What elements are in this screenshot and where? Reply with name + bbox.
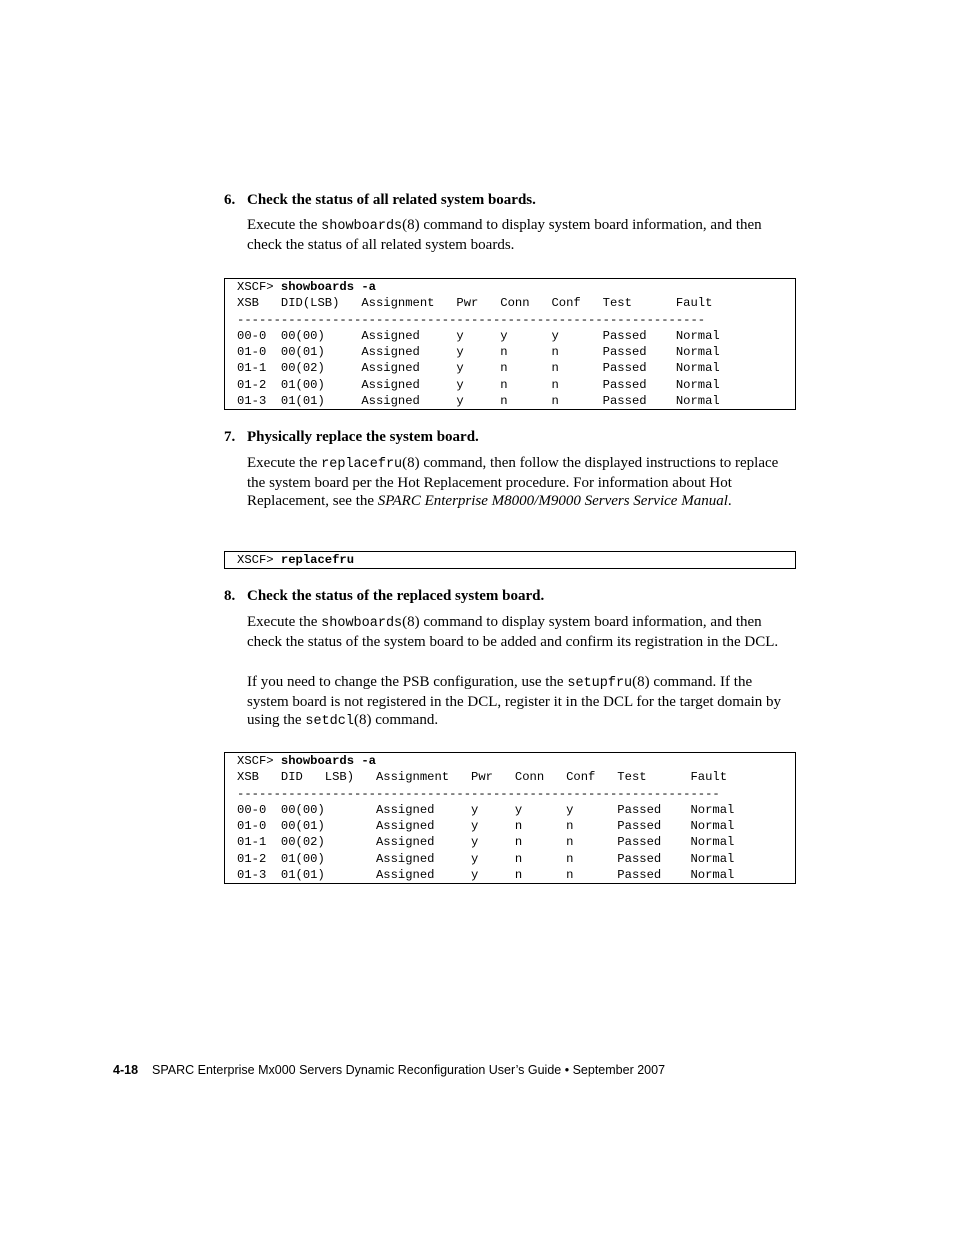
code-row: 00-0 00(00) Assigned y y y Passed Normal [237,328,720,343]
prompt: XSCF> [237,280,281,294]
manual-title: SPARC Enterprise M8000/M9000 Servers Service Manual [377,493,728,509]
code-block-showboards-1 [224,278,796,410]
command: replacefru [280,553,355,567]
command-name: showboards [321,219,403,234]
code-header: XSB DID LSB) Assignment Pwr Conn Conf Test Fault [237,770,728,785]
code-row: 01-3 01(01) Assigned y n n Passed Normal [237,394,720,409]
step-8-heading [224,588,544,605]
code-prompt-line [225,753,795,769]
text: Execute the [247,455,322,471]
step-title: Check the status of the replaced system board. [247,588,545,604]
document-title: SPARC Enterprise Mx000 Servers Dynamic Reconfiguration User’s Guide [152,1063,562,1077]
text: If you need to change the PSB configuration, use the [247,674,568,690]
command-name: setupfru [567,676,633,691]
code-block-showboards-2 [224,752,796,884]
page-footer [113,1063,665,1077]
step-title: Check the status of all related system boards. [247,192,536,208]
code-block-replacefru [224,551,796,569]
code-row: 00-0 00(00) Assigned y y y Passed Normal [237,802,735,817]
step-8-paragraph-1 [247,613,795,651]
step-6-paragraph [247,216,795,254]
command-name: replacefru [321,457,403,472]
command-name: showboards [321,616,403,631]
prompt: XSCF> [237,754,281,768]
step-6-heading [224,192,536,209]
step-number: 8. [224,588,236,604]
step-number: 6. [224,192,236,208]
text: (8) command to display system board information, and then check the status of all related system boards. [247,217,762,253]
command: showboards -a [280,754,376,768]
text: Execute the [247,217,322,233]
code-row: 01-1 00(02) Assigned y n n Passed Normal [237,835,735,850]
code-prompt-line [225,552,795,568]
code-row: 01-3 01(01) Assigned y n n Passed Normal [237,868,735,883]
code-rule: ---------------------------------------------------------------- [237,312,706,327]
code-row: 01-2 01(00) Assigned y n n Passed Normal [237,851,735,866]
publication-date: September 2007 [572,1063,666,1077]
separator-bullet: • [564,1063,570,1077]
page-number: 4-18 [113,1063,139,1077]
step-number: 7. [224,429,236,445]
prompt: XSCF> [237,553,281,567]
command: showboards -a [280,280,376,294]
code-header: XSB DID(LSB) Assignment Pwr Conn Conf Test Fault [237,296,713,311]
code-prompt-line [225,279,795,295]
code-row: 01-1 00(02) Assigned y n n Passed Normal [237,361,720,376]
step-7-heading [224,429,479,446]
code-row: 01-0 00(01) Assigned y n n Passed Normal [237,345,720,360]
code-row: 01-0 00(01) Assigned y n n Passed Normal [237,819,735,834]
text: . [727,493,732,509]
text: (8) command. [353,712,439,728]
step-title: Physically replace the system board. [247,429,479,445]
code-rule: ------------------------------------------------------------------ [237,786,720,801]
code-row: 01-2 01(00) Assigned y n n Passed Normal [237,377,720,392]
text: (8) command to display system board information, and then check the status of the system board to be added and confirm its registration in the DCL. [247,614,779,650]
text: (8) command. If the system board is not registered in the DCL, register it in the DCL for the target domain by using the [247,674,782,728]
step-8-paragraph-2 [247,673,795,731]
text: Execute the [247,614,322,630]
command-name: setdcl [305,714,354,729]
step-7-paragraph [247,454,795,510]
text: (8) command, then follow the displayed instructions to replace the system board per the Hot Replacement procedure. For information about Hot Replacement, see the [247,455,779,509]
